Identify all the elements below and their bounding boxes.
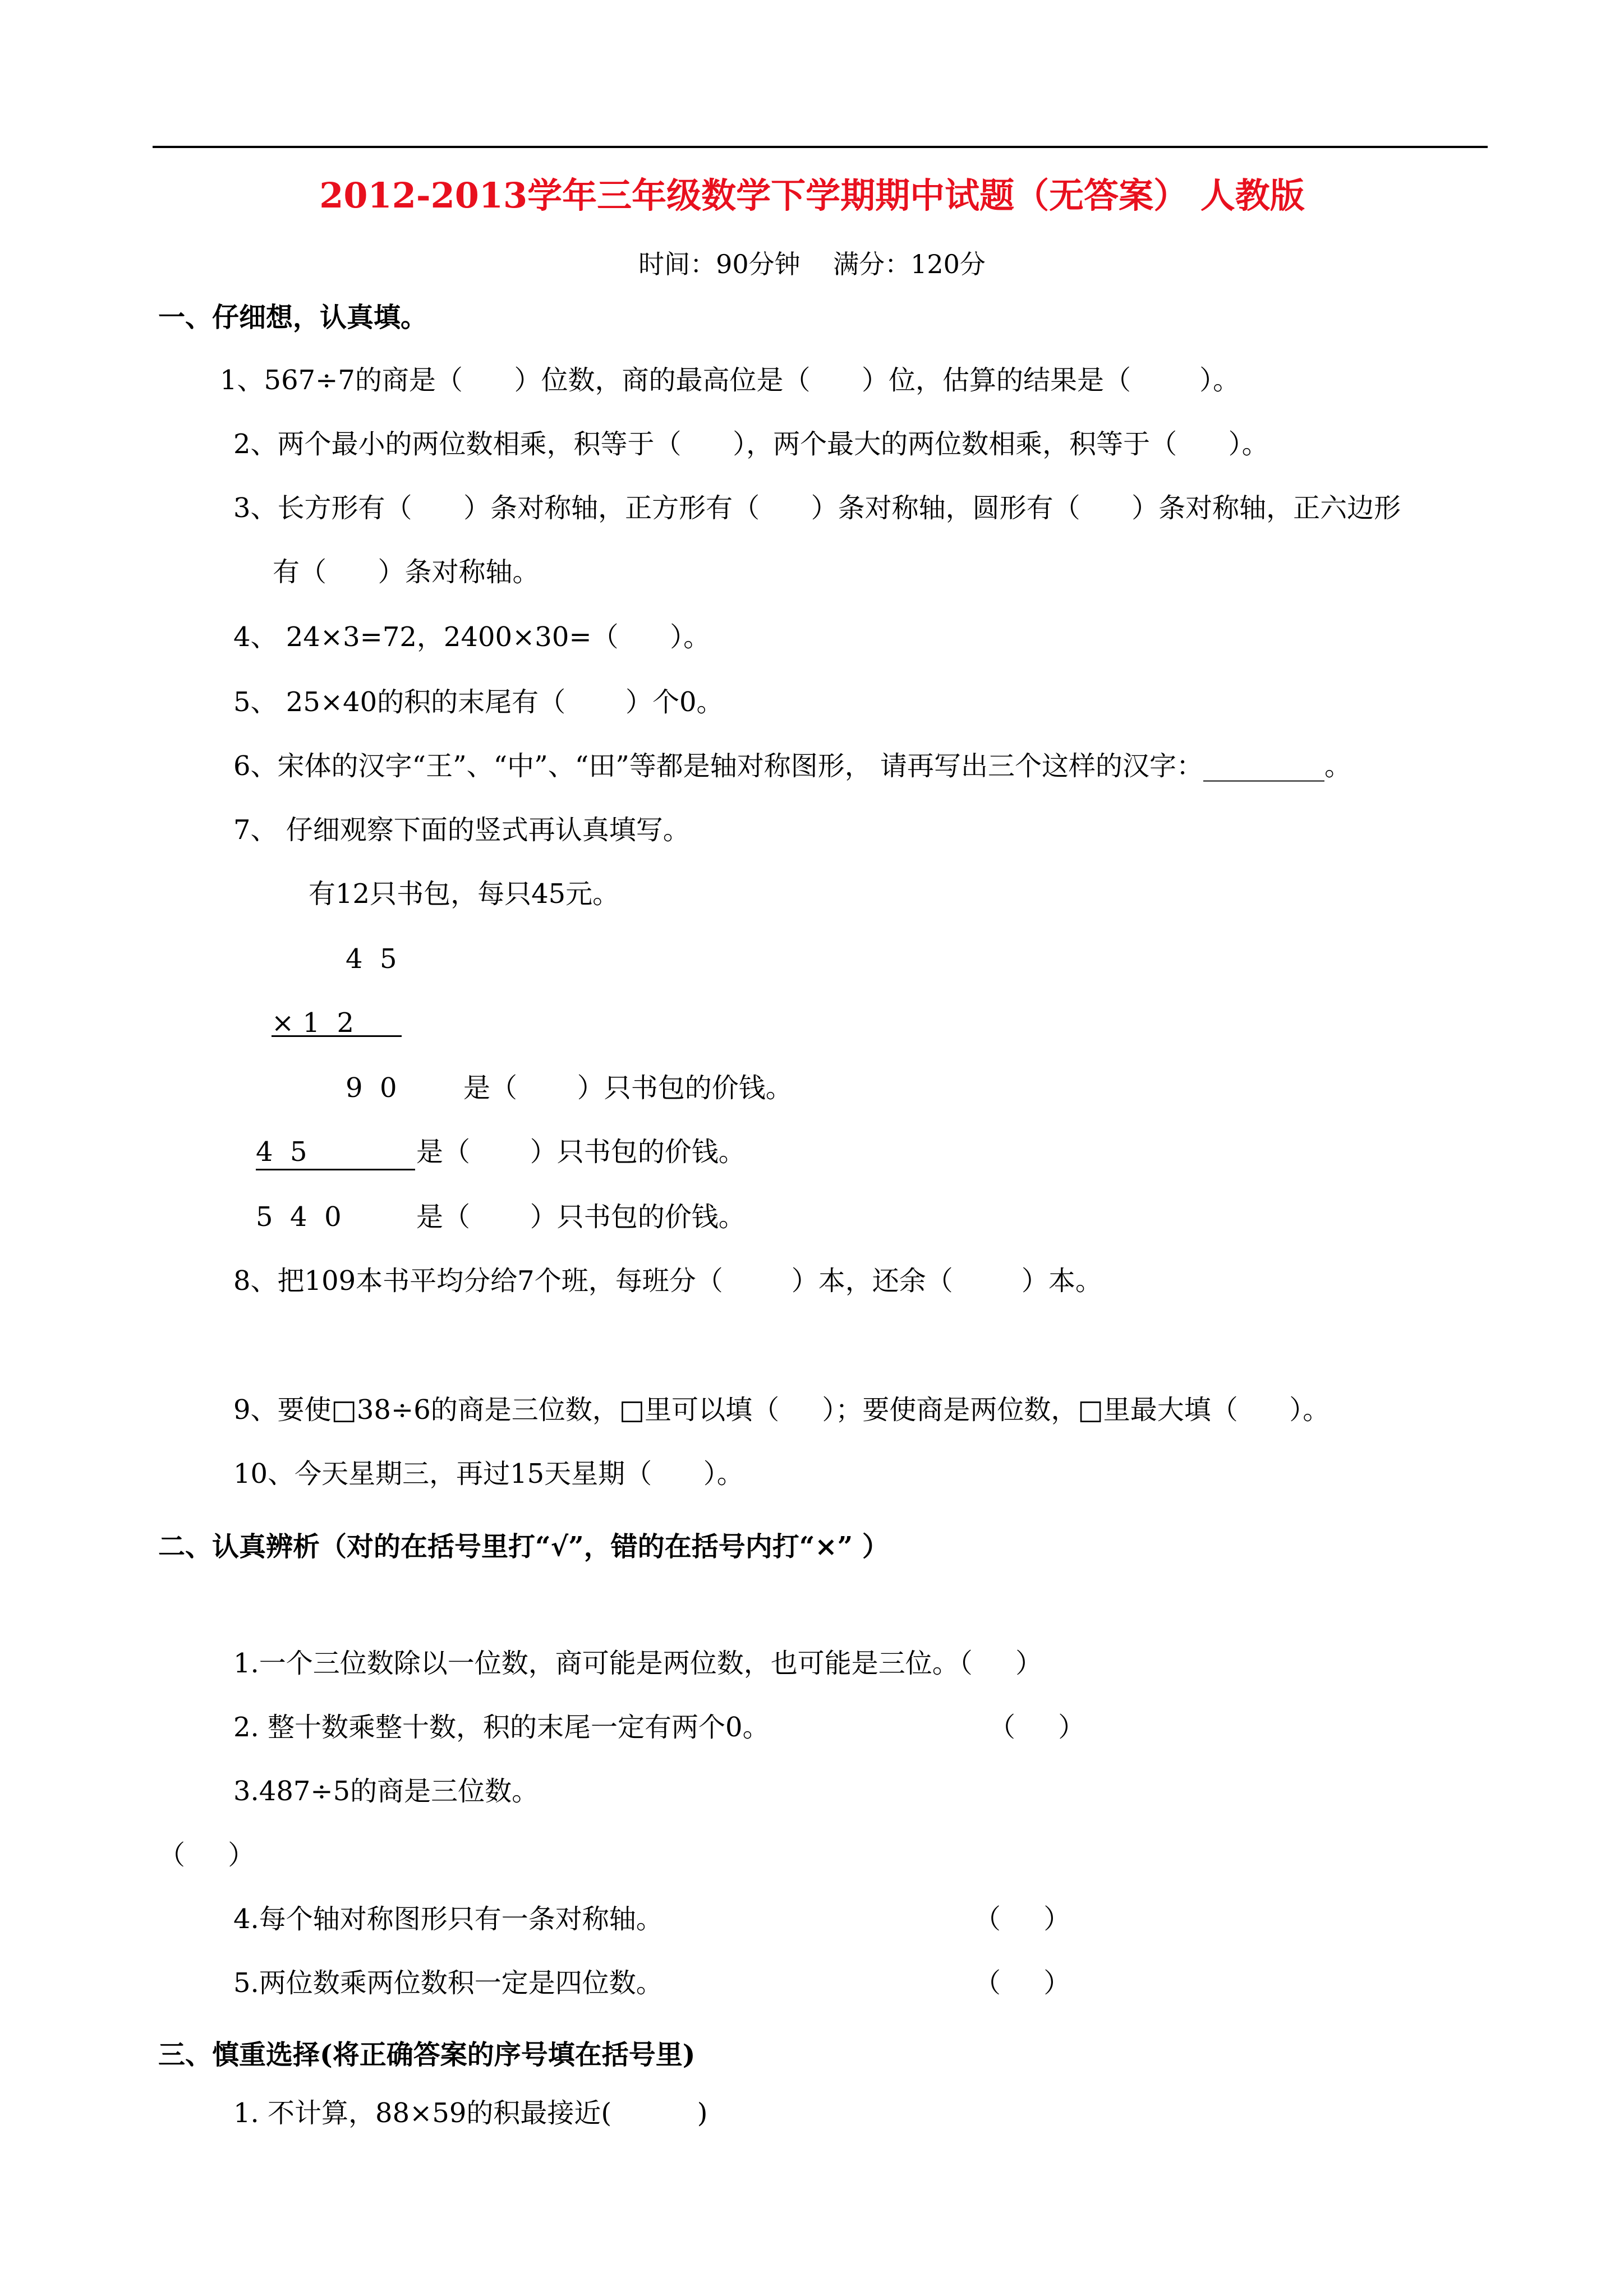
vertical-row-4: 4 5 — [256, 1136, 307, 1168]
vertical-row-1: 4 5 — [346, 943, 397, 975]
question-2-3-bracket: （ ） — [158, 1839, 255, 1871]
question-2-1: 1.一个三位数除以一位数，商可能是两位数，也可能是三位。（ ） — [233, 1648, 1043, 1679]
question-2-2: 2. 整十数乘整十数，积的末尾一定有两个0。 — [233, 1712, 770, 1743]
vertical-row-2: × 1 2 — [272, 1007, 355, 1039]
question-2-4: 4.每个轴对称图形只有一条对称轴。 — [233, 1903, 663, 1935]
vertical-row-4-text: 是（ ）只书包的价钱。 — [416, 1136, 746, 1168]
partial-product-underline — [256, 1169, 415, 1170]
question-1-3-line1: 3、长方形有（ ）条对称轴，正方形有（ ）条对称轴，圆形有（ ）条对称轴，正六边形 — [233, 492, 1401, 524]
question-1-5: 5、 25×40的积的末尾有（ ）个0。 — [233, 686, 724, 718]
vertical-row-5: 5 4 0 — [256, 1201, 342, 1233]
header-rule — [153, 146, 1488, 148]
section-2-heading: 二、认真辨析（对的在括号里打“√”，错的在括号内打“×” ） — [158, 1531, 889, 1562]
question-1-6: 6、宋体的汉字“王”、“中”、“田”等都是轴对称图形， 请再写出三个这样的汉字：_________。 — [233, 750, 1352, 782]
question-1-9: 9、要使□38÷6的商是三位数，□里可以填（ ）；要使商是两位数，□里最大填（ ）。 — [233, 1394, 1330, 1426]
question-2-3: 3.487÷5的商是三位数。 — [233, 1776, 539, 1807]
question-1-3-line2: 有（ ）条对称轴。 — [273, 556, 540, 588]
page-title: 2012-2013学年三年级数学下学期期中试题（无答案） 人教版 — [319, 175, 1305, 216]
vertical-row-5-text: 是（ ）只书包的价钱。 — [416, 1201, 746, 1233]
section-1-heading: 一、仔细想，认真填。 — [158, 302, 428, 333]
question-1-10: 10、今天星期三，再过15天星期（ ）。 — [233, 1458, 744, 1490]
time-score-info: 时间：90分钟 满分：120分 — [638, 249, 986, 279]
vertical-row-3: 9 0 — [346, 1072, 397, 1104]
question-2-5-bracket: （ ） — [974, 1967, 1071, 1999]
question-1-2: 2、两个最小的两位数相乘，积等于（ ），两个最大的两位数相乘，积等于（ ）。 — [233, 428, 1269, 460]
question-2-2-bracket: （ ） — [988, 1712, 1085, 1743]
vertical-row-3-text: 是（ ）只书包的价钱。 — [463, 1072, 793, 1104]
question-2-4-bracket: （ ） — [974, 1903, 1071, 1935]
question-1-8: 8、把109本书平均分给7个班，每班分（ ）本，还余（ ）本。 — [233, 1265, 1102, 1297]
question-3-1: 1. 不计算，88×59的积最接近( ) — [233, 2097, 708, 2129]
section-3-heading: 三、慎重选择(将正确答案的序号填在括号里) — [158, 2039, 696, 2071]
question-2-5: 5.两位数乘两位数积一定是四位数。 — [233, 1967, 663, 1999]
question-1-4: 4、 24×3=72，2400×30=（ ）。 — [233, 621, 711, 653]
question-1-7-context: 有12只书包，每只45元。 — [309, 878, 620, 910]
question-1-7: 7、 仔细观察下面的竖式再认真填写。 — [233, 814, 690, 846]
question-1-1: 1、567÷7的商是（ ）位数，商的最高位是（ ）位，估算的结果是（ ）。 — [220, 365, 1240, 396]
multiplication-line — [272, 1035, 402, 1037]
